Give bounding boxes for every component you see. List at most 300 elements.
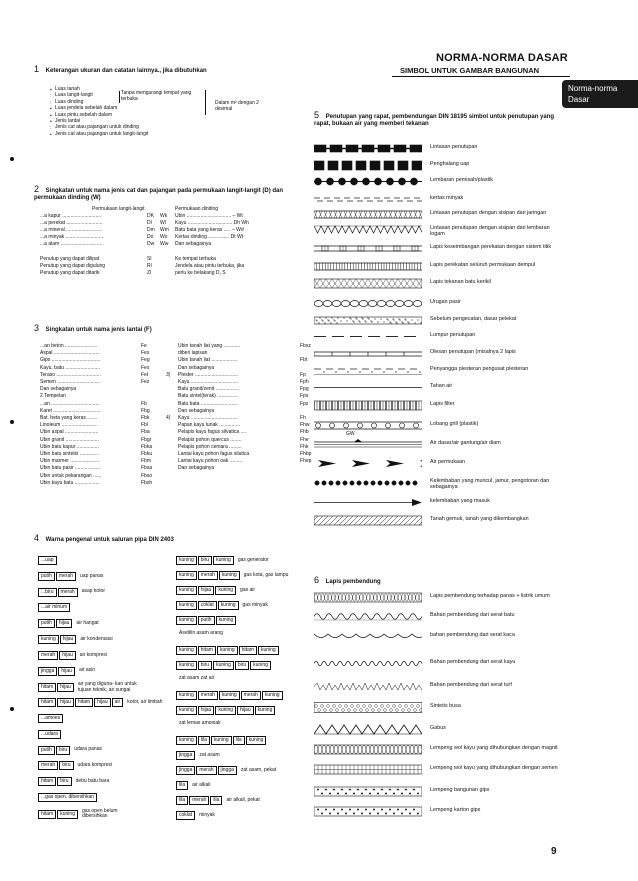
pipe-row xyxy=(176,616,237,625)
color-box: kuning xyxy=(215,586,236,595)
row-text: Ubin marmer ..................... xyxy=(40,458,100,465)
symbol-swatch xyxy=(314,348,422,359)
margin-dot xyxy=(10,420,14,424)
table-row xyxy=(166,444,314,451)
row-text: Lantai kayu pohon oak ......... xyxy=(178,458,243,465)
symbol-graphic xyxy=(314,439,422,450)
row-code: Fhk xyxy=(300,443,309,450)
pipe-row xyxy=(176,751,220,760)
color-box: biru xyxy=(56,746,70,755)
row-code: Fbso xyxy=(141,472,153,479)
section1-note2: Dalam m² dengan 2 desimal xyxy=(215,100,259,113)
table-row xyxy=(40,437,160,444)
symbol-graphic xyxy=(314,702,422,713)
row-right: Ubin ................................ – Wt xyxy=(175,213,243,219)
symbol-swatch xyxy=(314,224,422,235)
symbol-label: Lintasan penutupan dengan sisipan dari jaringan xyxy=(430,210,547,216)
row-text: Lantai kayu pohon fagus silutica xyxy=(178,451,250,457)
bullet-column: ▪ : : ▪ ▪ • : • xyxy=(50,87,52,138)
pipe-label: debu batu bara xyxy=(75,777,110,784)
color-box: biru xyxy=(235,661,249,670)
row-code: Fbm xyxy=(141,458,151,465)
pipe-label: air alkali xyxy=(192,781,211,788)
color-box: merah xyxy=(241,691,261,700)
row-text: Bat. beta yang keras ....... xyxy=(40,415,97,421)
bracket xyxy=(202,90,206,115)
color-box: kuning xyxy=(57,810,78,819)
symbol-label: Bahan pembendung dari serat kayu xyxy=(430,659,516,665)
color-box: hijau xyxy=(198,586,215,595)
row-text: Dan sebagainya xyxy=(178,407,215,414)
section6-number: 6 xyxy=(314,575,320,585)
list-item: Luas dinding xyxy=(55,98,84,105)
symbol-swatch xyxy=(314,278,422,289)
color-box: lila xyxy=(210,796,222,805)
pipe-row xyxy=(38,667,95,676)
symbol-label: Lempeng bangunan gips xyxy=(430,787,490,793)
pipe-label: zat asam zat air xyxy=(179,675,215,681)
table-row xyxy=(40,473,160,480)
symbol-label: Lembaran pemisah/plastik xyxy=(430,177,493,183)
symbol-graphic xyxy=(314,764,422,775)
pipe-row xyxy=(176,571,288,580)
pipe-row xyxy=(38,793,98,802)
symbol-label: Tahan air xyxy=(430,383,453,389)
symbol-label: kertas minyak xyxy=(430,195,464,201)
row-right: Kayu ................................ Dh Wh xyxy=(175,220,249,226)
row-text: Ubin tanah liat yang ............ xyxy=(178,343,241,349)
symbol-graphic xyxy=(314,143,422,154)
row-code: Fes xyxy=(141,364,150,371)
color-box: kuning xyxy=(258,646,279,655)
color-box: hijau xyxy=(56,619,73,628)
pipe-color-left xyxy=(38,556,173,831)
symbol-label: bahan pembendung dari serat kaca xyxy=(430,632,515,638)
symbol-graphic xyxy=(314,331,422,342)
symbol-graphic xyxy=(314,176,422,187)
symbol-label: Lintasan penutupan dengan sisipan dari lembaran logam xyxy=(430,225,550,238)
symbol-label: Lapis tekanan batu kerikil xyxy=(430,279,491,285)
row-code: Fp xyxy=(300,371,306,378)
row-text: Teraso ................................ xyxy=(40,371,101,378)
symbol-graphic xyxy=(314,278,422,289)
color-box: jingga xyxy=(176,751,195,760)
pipe-label: udara panas xyxy=(74,746,102,753)
table-row xyxy=(40,263,300,270)
pipe-label: air alkali, pekat xyxy=(226,796,260,803)
symbol-swatch xyxy=(314,515,422,526)
section-tab[interactable] xyxy=(562,80,638,108)
symbol-graphic xyxy=(314,724,422,735)
row-text: Ubin tanah liat ................... xyxy=(178,357,238,364)
pipe-row xyxy=(176,631,223,637)
color-box: hitam xyxy=(38,698,56,707)
pipe-row xyxy=(176,796,260,805)
color-box: kuning xyxy=(255,706,276,715)
symbol-swatch xyxy=(314,209,422,220)
color-box: kuning xyxy=(217,646,238,655)
row-code: Fbk xyxy=(141,415,150,421)
color-box: hitam xyxy=(38,810,56,819)
pipe-label: udara kompresi xyxy=(77,762,112,769)
pipe-label: air asin xyxy=(78,667,96,674)
row-text: Dan sebagainya xyxy=(178,465,215,472)
row-text: Ubin granit ........................ xyxy=(40,436,99,443)
section3-title: Singkatan untuk nama jenis lantai (F) xyxy=(45,327,152,333)
symbol-label: Air dasar/air gantung/air diam xyxy=(430,440,501,446)
row-code: Fph xyxy=(300,379,309,385)
pipe-row xyxy=(38,556,58,565)
symbol-graphic xyxy=(314,458,422,469)
section2-col1-head: Permukaan langit-langit xyxy=(92,206,145,212)
pipe-label: gas kota, gas lampu xyxy=(243,571,289,578)
color-box: kuning xyxy=(176,586,197,595)
row-left: ...a kapur ............................ xyxy=(40,213,102,219)
color-box: hijau xyxy=(60,635,77,644)
row-code: Fhbp xyxy=(300,451,312,457)
symbol-label: Lobang grill (plastik) xyxy=(430,421,479,427)
table-row xyxy=(40,365,160,372)
table-row xyxy=(40,343,160,350)
table-row xyxy=(40,256,300,263)
row-code: Fb xyxy=(141,400,147,407)
table-row xyxy=(40,357,160,364)
color-box: merah xyxy=(198,691,218,700)
symbol-graphic xyxy=(314,420,422,431)
row-left-code: DK xyxy=(147,213,154,219)
list-item: Jenis cat atau pajangan untuk langit-langit xyxy=(55,130,149,137)
section1-heading xyxy=(34,66,207,75)
symbol-label: Lapis pembendung terhadap panas + listrik umum xyxy=(430,593,550,599)
pipe-row xyxy=(176,691,284,700)
list-item: Jenis lantai xyxy=(55,118,81,125)
symbol-label: Lumpur penutupan xyxy=(430,332,476,338)
row-mid-code: Wo xyxy=(160,234,168,240)
table-row xyxy=(166,386,314,393)
color-box: kuning xyxy=(213,556,234,565)
row-left-code: Do xyxy=(147,234,154,240)
row-text: ...an ................................... xyxy=(40,400,100,407)
color-box: kuning xyxy=(176,601,197,610)
row-text: Batu granit/zenit ................. xyxy=(178,386,240,393)
row-left-code: Dw xyxy=(147,241,155,247)
table-row xyxy=(40,408,160,415)
row-left: Penutup yang dapat digulung xyxy=(40,263,106,269)
pipe-row xyxy=(176,706,276,715)
row-left-code: Dl xyxy=(147,220,152,226)
table-row xyxy=(40,270,300,277)
color-box: merah xyxy=(38,651,58,660)
row-text: 2 Tempelan xyxy=(40,393,66,400)
pipe-label: air kompresi xyxy=(79,651,107,658)
symbol-label: Lapis keseimbangan perekatan dengan sistem titik xyxy=(430,244,552,250)
row-right: Ke tempat terbuka xyxy=(175,256,216,262)
row-code: Fbka xyxy=(141,443,153,450)
color-box: kuning xyxy=(176,556,197,565)
pipe-row xyxy=(176,736,267,745)
color-box: kuning xyxy=(250,661,271,670)
section2-col2-head: Permukaan dinding xyxy=(175,206,219,212)
table-row xyxy=(40,415,160,422)
pipe-label: air hangat xyxy=(76,619,99,626)
symbol-label: Urugan pasir xyxy=(430,299,461,305)
row-mid-code: Wm xyxy=(160,227,169,233)
color-box: hijau xyxy=(237,706,254,715)
row-code: Fbt xyxy=(300,357,308,364)
table-row xyxy=(166,401,314,408)
row-text: Ubin aspal ........................ xyxy=(40,429,99,436)
symbol-swatch xyxy=(314,331,422,342)
row-num: 4) xyxy=(166,415,171,421)
color-box: putih xyxy=(38,746,55,755)
list-item: Jenis cat atau pajangan untuk dinding xyxy=(55,124,139,131)
row-left-code: Rl xyxy=(147,263,152,269)
pipe-row xyxy=(176,766,276,775)
symbol-swatch xyxy=(314,477,422,488)
header-rule xyxy=(392,76,570,77)
symbol-label: Lintasan penutupan xyxy=(430,144,478,150)
symbol-graphic xyxy=(314,209,422,220)
color-box: biru xyxy=(59,761,73,770)
color-box: merah xyxy=(38,761,58,770)
table-row xyxy=(166,437,314,444)
section5-heading xyxy=(314,112,564,128)
row-num: 3) xyxy=(166,371,171,378)
color-box: lila xyxy=(176,796,188,805)
color-box: kuning xyxy=(38,635,59,644)
pipe-row xyxy=(176,586,255,595)
row-text: Ubin kayu batu .................. xyxy=(40,479,100,486)
section5-title: Penutupan yang rapat, pembendungan DIN 18195 simbol untuk penutupan yang rapat, bukaan air yang memberi tekanan xyxy=(314,114,555,127)
symbol-label: Kelembaban yang muncul, jamur, pengotoran dan sebagainya xyxy=(430,478,550,491)
row-text: Semen ............................... xyxy=(40,379,101,385)
symbol-swatch xyxy=(314,176,422,187)
row-text: Pelapis pohon quercus ........ xyxy=(178,436,242,443)
section2-number: 2 xyxy=(34,184,40,194)
pipe-label: air kondensasi xyxy=(80,635,113,642)
color-box: merah xyxy=(196,766,216,775)
row-mid-code: Ww xyxy=(160,241,169,247)
row-text: Batu sintel(terak) ............... xyxy=(178,393,239,400)
table-row xyxy=(166,343,314,350)
symbol-label: Penghalang uap xyxy=(430,161,470,167)
pipe-row xyxy=(38,572,103,581)
symbol-swatch xyxy=(314,611,422,622)
table-row xyxy=(166,350,314,357)
symbol-graphic xyxy=(314,497,422,508)
row-text: Pelapis pohon cemara ......... xyxy=(178,443,242,450)
row-text: Linoleum .......................... xyxy=(40,422,98,429)
section5-symbols xyxy=(314,135,564,565)
color-box: ...air minum xyxy=(38,603,70,612)
pipe-row xyxy=(176,646,280,655)
pipe-label: gas air xyxy=(240,586,256,593)
symbol-graphic xyxy=(314,348,422,359)
table-row xyxy=(40,393,160,400)
section-tab-line2: Dasar xyxy=(568,95,590,104)
color-box: hitam xyxy=(239,646,257,655)
pipe-label: air yang diguna- kan untuk tujuan teknik, air sungai xyxy=(77,681,137,693)
symbol-label: Lempeng wol kayu yang dihubungkan dengan magnit xyxy=(430,745,558,751)
row-left: Penutup yang dapat ditarik xyxy=(40,270,100,276)
row-code: Fbsz xyxy=(300,343,311,349)
symbol-graphic xyxy=(314,592,422,603)
pipe-label: gas open belum dibersihkan xyxy=(81,807,118,820)
symbol-swatch xyxy=(314,806,422,817)
color-box: kuning xyxy=(219,691,240,700)
table-row xyxy=(166,465,314,472)
row-mid-code: Wk xyxy=(160,213,168,219)
pipe-label: minyak xyxy=(199,811,215,818)
symbol-label: kelembaban yang masuk xyxy=(430,498,490,504)
row-code: Fbgr xyxy=(141,436,152,443)
table-row xyxy=(166,379,314,386)
pipe-row xyxy=(38,761,112,770)
color-box: kuning xyxy=(219,571,240,580)
symbol-graphic xyxy=(314,631,422,642)
color-box: biru xyxy=(198,661,212,670)
pipe-label: gas minyak xyxy=(242,601,268,608)
table-row xyxy=(40,220,300,227)
row-text: Ubin batu kapur ................ xyxy=(40,443,99,450)
color-box: hijau xyxy=(198,706,215,715)
pipe-label: zat lemas amoniak xyxy=(179,720,221,726)
symbol-swatch xyxy=(314,786,422,797)
row-code: Fet xyxy=(141,371,149,378)
symbol-graphic xyxy=(314,681,422,692)
row-code: Fbsa xyxy=(141,465,153,472)
section1-title: Keterangan ukuran dan catatan lainnya., jika dibutuhkan xyxy=(45,68,207,74)
color-box: lila xyxy=(198,736,210,745)
symbol-graphic xyxy=(314,477,422,488)
color-box: hijau xyxy=(94,698,111,707)
row-right: perlu ke belakang D, S xyxy=(175,270,226,276)
row-code: Fhb xyxy=(300,429,309,436)
section6-heading xyxy=(314,577,381,586)
color-box: coklat xyxy=(198,601,217,610)
pipe-row xyxy=(176,781,210,790)
symbol-graphic xyxy=(314,365,422,376)
color-box: lila xyxy=(176,781,188,790)
section3-number: 3 xyxy=(34,323,40,333)
color-box: air xyxy=(112,698,124,707)
section5-number: 5 xyxy=(314,110,320,120)
symbol-graphic xyxy=(314,515,422,526)
pipe-label: gas generator xyxy=(237,556,269,563)
symbol-label: Sebelum pengecatan, dasar pelekat xyxy=(430,316,517,322)
color-box: kuning xyxy=(215,706,236,715)
symbol-swatch xyxy=(314,744,422,755)
row-text: Ubin batu pasir .................. xyxy=(40,465,101,472)
symbol-label: Lapis filter xyxy=(430,401,455,407)
row-code: Fes xyxy=(141,350,150,357)
table-row xyxy=(40,386,160,393)
row-code: Fhw xyxy=(300,422,310,429)
pipe-row xyxy=(38,635,113,644)
color-box: kuning xyxy=(213,661,234,670)
row-text: diberi lapisan xyxy=(178,350,208,357)
row-text: Pelapis kayu fagus silvatica .... xyxy=(178,429,247,436)
symbol-swatch xyxy=(314,631,422,642)
pipe-label: uap panas xyxy=(80,572,104,579)
row-code: Fps xyxy=(300,393,309,400)
section1-note1: Tanpa mengurangi tempat yang terbuka xyxy=(121,90,192,103)
color-box: ...udara xyxy=(38,730,61,739)
symbol-label: Gabus xyxy=(430,725,446,731)
symbol-swatch xyxy=(314,724,422,735)
row-left-code: Zl xyxy=(147,270,152,276)
table-row xyxy=(166,372,314,379)
symbol-swatch xyxy=(314,382,422,393)
row-code: Fhe xyxy=(300,436,309,443)
symbol-label: Tanah gemuk, tanah yang dikembangkan xyxy=(430,516,529,522)
symbol-label: Bahan pembendung dari serat turf xyxy=(430,682,512,688)
symbol-swatch xyxy=(314,497,422,508)
list-item: Luas langit-langit xyxy=(55,92,93,99)
color-box: kuning xyxy=(176,571,197,580)
symbol-swatch xyxy=(314,681,422,692)
symbol-swatch xyxy=(314,315,422,326)
table-row xyxy=(40,401,160,408)
row-text: Ubin batu sintetis .............. xyxy=(40,451,100,457)
pipe-row xyxy=(176,556,269,565)
symbol-graphic xyxy=(314,382,422,393)
symbol-swatch xyxy=(314,298,422,309)
symbol-swatch xyxy=(314,160,422,171)
color-box: kuning xyxy=(211,736,232,745)
section4-heading xyxy=(34,535,174,544)
row-left: ...a minyak ........................... xyxy=(40,234,104,240)
row-text: Kayu .................................. xyxy=(178,415,239,421)
gw-label: GW xyxy=(346,431,355,437)
row-text: Kayu .................................. xyxy=(178,379,239,385)
page-subtitle: SIMBOL UNTUK GAMBAR BANGUNAN xyxy=(400,66,540,75)
row-code: Fe xyxy=(141,343,147,349)
color-box: ...uap xyxy=(38,556,57,565)
pipe-row xyxy=(38,777,109,786)
color-box: merah xyxy=(198,571,218,580)
pipe-row xyxy=(38,682,138,693)
symbol-graphic xyxy=(314,194,422,205)
symbol-label: Penyangga plesteran pengusat plesteran xyxy=(430,366,529,372)
table-row xyxy=(166,357,314,364)
symbol-graphic xyxy=(314,224,422,235)
color-box: kuning xyxy=(262,691,283,700)
table-row xyxy=(40,458,160,465)
color-box: lila xyxy=(233,736,245,745)
pipe-label: asap kotor xyxy=(81,588,106,595)
pipe-label: zat asam, pekat xyxy=(240,766,277,773)
table-row xyxy=(166,458,314,465)
row-text: Ubin untuk pekarangan ...... xyxy=(40,472,102,479)
section1-number: 1 xyxy=(34,64,40,74)
symbol-graphic xyxy=(314,315,422,326)
symbol-graphic xyxy=(314,298,422,309)
row-code: Fbl xyxy=(141,422,148,429)
section6-symbols xyxy=(314,590,564,825)
color-box: putih xyxy=(38,572,55,581)
symbol-graphic xyxy=(314,744,422,755)
table-row xyxy=(40,429,160,436)
pipe-row xyxy=(176,601,268,610)
symbol-swatch xyxy=(314,143,422,154)
symbol-label: Olesan penutupan (misalnya 2 lapis xyxy=(430,349,516,355)
color-box: hijau xyxy=(57,698,74,707)
row-code: Fpg xyxy=(300,386,309,393)
row-left-code: Sl xyxy=(147,256,152,262)
color-box: hitam xyxy=(38,777,56,786)
symbol-swatch xyxy=(314,194,422,205)
